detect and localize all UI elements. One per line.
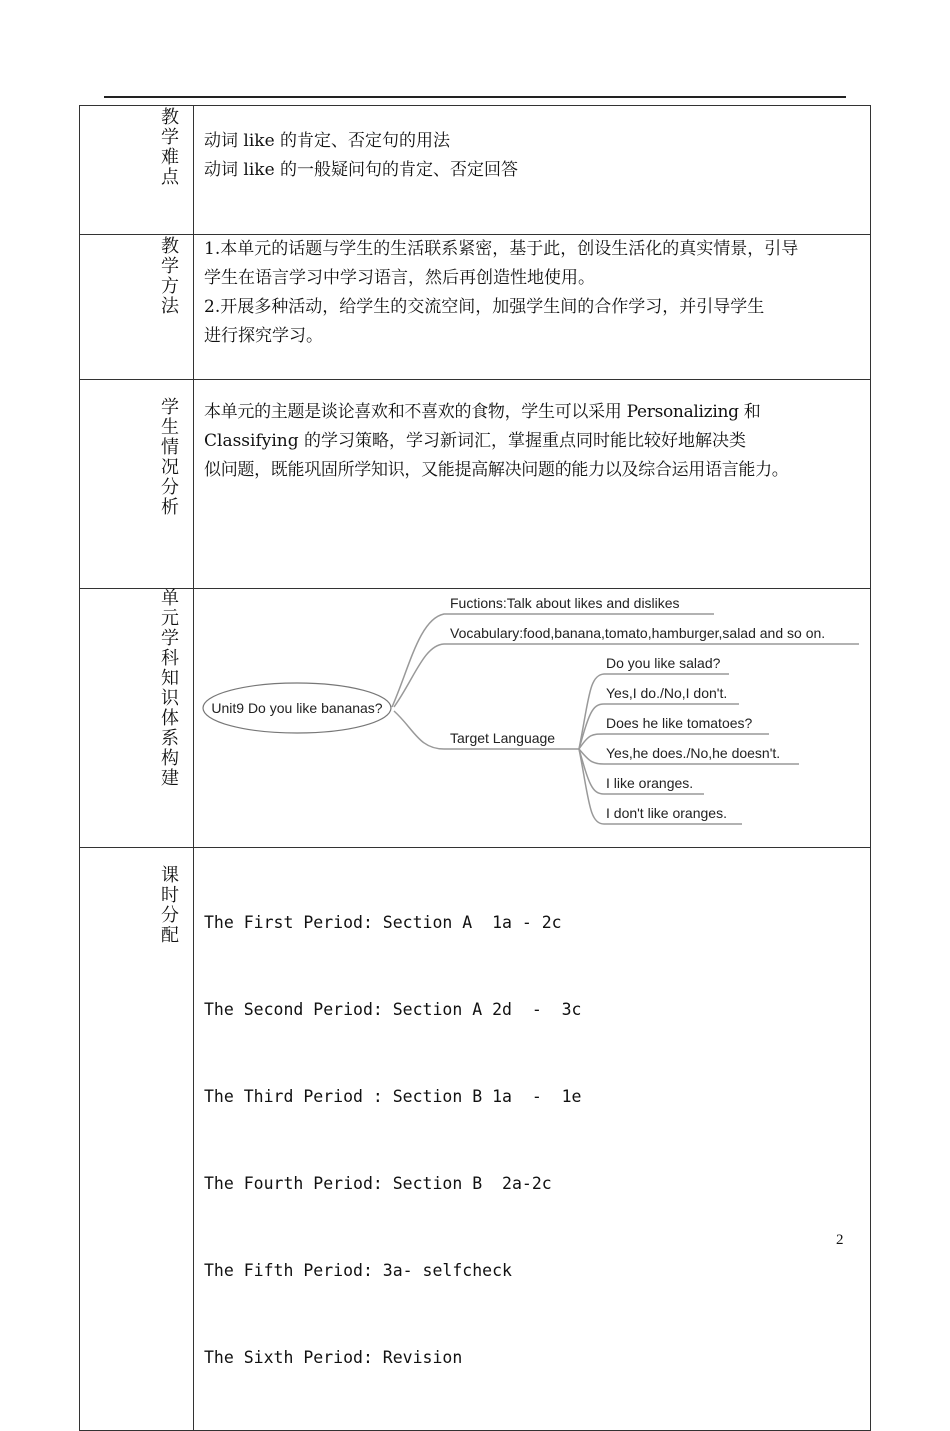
sentence-node: I like oranges. [606, 775, 694, 791]
row-label-teaching-methods: 教 学 方 法 [161, 236, 179, 317]
sentence-node: Do you like salad? [606, 655, 721, 671]
label-cell [80, 235, 194, 380]
period-line: The Second Period: Section A 2d - 3c [204, 1000, 582, 1019]
row-period-allocation [80, 848, 871, 1431]
lesson-plan-table [79, 105, 871, 1431]
mind-map-svg [194, 589, 870, 847]
row-label-knowledge-system: 单 元 学 科 知 识 体 系 构 建 [161, 588, 179, 789]
text-line: 进行探究学习。 [204, 326, 323, 346]
row-label-teaching-difficulties: 教 学 难 点 [161, 107, 179, 188]
vocabulary-node: Vocabulary:food,banana,tomato,hamburger,salad and so on. [450, 625, 826, 641]
header-rule [104, 96, 846, 98]
period-line: The First Period: Section A 1a - 2c [204, 913, 562, 932]
content-cell [194, 380, 871, 589]
mind-map [194, 589, 870, 847]
period-line: The Fifth Period: 3a- selfcheck [204, 1261, 512, 1280]
row-teaching-difficulties [80, 106, 871, 235]
period-line: The Third Period : Section B 1a - 1e [204, 1087, 582, 1106]
text-line: 2.开展多种活动，给学生的交流空间，加强学生间的合作学习，并引导学生 [204, 297, 765, 317]
sentence-node: Does he like tomatoes? [606, 715, 753, 731]
row-label-period-allocation: 课 时 分 配 [161, 865, 179, 946]
text-line: 动词 like 的一般疑问句的肯定、否定回答 [204, 160, 519, 180]
text-line: 本单元的主题是谈论喜欢和不喜欢的食物，学生可以采用 Personalizing 和 [204, 402, 761, 422]
row-student-analysis [80, 380, 871, 589]
text-line: Classifying 的学习策略，学习新词汇，掌握重点同时能比较好地解决类 [204, 431, 747, 451]
text-line: 1.本单元的话题与学生的生活联系紧密，基于此，创设生活化的真实情景，引导 [204, 239, 799, 259]
functions-node: Fuctions:Talk about likes and dislikes [450, 595, 680, 611]
row-label-student-analysis: 学 生 情 况 分 析 [161, 397, 179, 518]
label-cell [80, 380, 194, 589]
period-line: The Fourth Period: Section B 2a-2c [204, 1174, 552, 1193]
sentence-node: Yes,I do./No,I don't. [606, 685, 728, 701]
content-cell [194, 235, 871, 380]
center-node: Unit9 Do you like bananas? [211, 700, 383, 716]
label-cell [80, 848, 194, 1431]
text-line: 动词 like 的肯定、否定句的用法 [204, 131, 451, 151]
period-line: The Sixth Period: Revision [204, 1348, 463, 1367]
sentence-node: Yes,he does./No,he doesn't. [606, 745, 781, 761]
target-language-node: Target Language [450, 730, 556, 746]
content-cell [194, 106, 871, 235]
row-teaching-methods [80, 235, 871, 380]
content-cell [194, 589, 871, 848]
text-line: 似问题，既能巩固所学知识，又能提高解决问题的能力以及综合运用语言能力。 [204, 460, 789, 480]
row-knowledge-system [80, 589, 871, 848]
sentence-node: I don't like oranges. [606, 805, 727, 821]
text-line: 学生在语言学习中学习语言，然后再创造性地使用。 [204, 268, 595, 288]
page-number: 2 [836, 1232, 844, 1248]
label-cell [80, 106, 194, 235]
content-cell [194, 848, 871, 1431]
label-cell [80, 589, 194, 848]
